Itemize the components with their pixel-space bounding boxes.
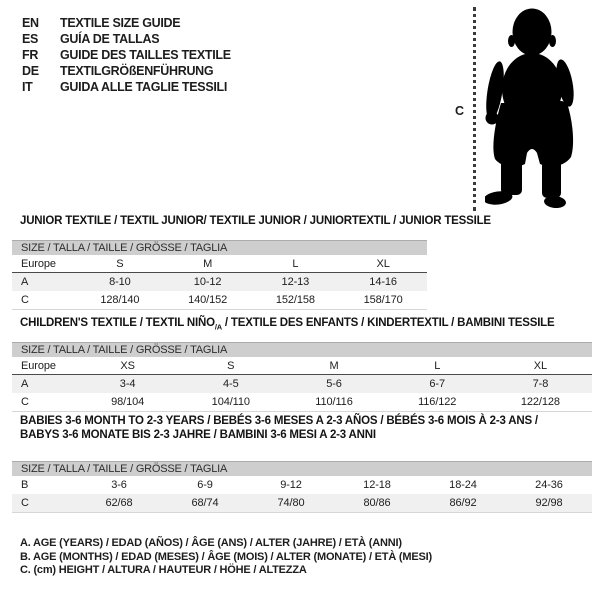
size-band: SIZE / TALLA / TAILLE / GRÖSSE / TAGLIA	[12, 461, 592, 476]
language-guide-title: TEXTILE SIZE GUIDE	[60, 16, 181, 30]
table-cell: 9-12	[280, 479, 302, 491]
row-label: B	[21, 479, 29, 491]
table-row	[12, 393, 592, 411]
table-title-line	[20, 316, 592, 330]
title-text: / TEXTILE DES ENFANTS / KINDERTEXTIL / BAMBINI TESSILE	[221, 317, 555, 329]
table-cell: 24-36	[535, 479, 563, 491]
language-guide-title: GUÍA DE TALLAS	[60, 32, 160, 46]
language-code: ES	[22, 32, 39, 46]
size-column-header: S	[116, 258, 124, 270]
table-cell: 104/110	[211, 396, 250, 408]
table-cell: 116/122	[418, 396, 457, 408]
language-guide-title: TEXTILGRÖßENFÜHRUNG	[60, 64, 214, 78]
language-guide-title: GUIDE DES TAILLES TEXTILE	[60, 48, 231, 62]
table-cell: 122/128	[520, 396, 560, 408]
table-cell: 128/140	[100, 294, 140, 306]
row-label: Europe	[21, 258, 56, 270]
table-cell: 98/104	[111, 396, 145, 408]
title-text: BABIES 3-6 MONTH TO 2-3 YEARS / BEBÉS 3-6 MESES A 2-3 AÑOS / BÉBÉS 3-6 MOIS À 2-3 ANS /	[20, 415, 538, 427]
row-label: C	[21, 396, 29, 408]
table-cell: 12-13	[281, 276, 310, 288]
footnote-line: A. AGE (YEARS) / EDAD (AÑOS) / ÂGE (ANS) / ALTER (JAHRE) / ETÀ (ANNI)	[20, 537, 402, 549]
table-cell: 152/158	[275, 294, 315, 306]
table-cell: 14-16	[369, 276, 397, 288]
table-title-line	[20, 414, 592, 428]
footnote-legend	[20, 537, 432, 578]
title-text: JUNIOR TEXTILE / TEXTIL JUNIOR/ TEXTILE JUNIOR / JUNIORTEXTIL / JUNIOR TESSILE	[20, 215, 491, 227]
language-code: IT	[22, 80, 33, 94]
row-label: A	[21, 378, 29, 390]
table-header-row	[12, 255, 427, 273]
table-cell: 74/80	[277, 497, 305, 509]
height-measure-line	[473, 7, 476, 211]
table-row	[12, 291, 427, 309]
language-row	[22, 31, 231, 47]
table-rows	[12, 476, 592, 513]
row-label: Europe	[21, 360, 56, 372]
height-measure-label: C	[455, 104, 465, 118]
footnote-line: B. AGE (MONTHS) / EDAD (MESES) / ÂGE (MOIS) / ALTER (MONATE) / ETÀ (MESI)	[20, 550, 432, 563]
table-cell: 3-4	[119, 378, 136, 390]
size-column-header: L	[434, 360, 441, 372]
table-cell: 8-10	[109, 276, 131, 288]
table-cell: 6-9	[197, 479, 213, 491]
baby-silhouette-icon	[485, 3, 595, 211]
size-column-header: XL	[533, 360, 548, 372]
size-band: SIZE / TALLA / TAILLE / GRÖSSE / TAGLIA	[12, 240, 427, 255]
table-cell: 92/98	[535, 497, 563, 509]
table-cell: 62/68	[105, 497, 133, 509]
language-row	[22, 79, 231, 95]
size-band: SIZE / TALLA / TAILLE / GRÖSSE / TAGLIA	[12, 342, 592, 357]
title-text: CHILDREN'S TEXTILE / TEXTIL NIÑO	[20, 317, 215, 329]
footnote-line: C. (cm) HEIGHT / ALTURA / HAUTEUR / HÖHE / ALTEZZA	[20, 564, 307, 576]
table-cell: 5-6	[326, 378, 342, 390]
table-title	[20, 414, 592, 442]
language-row	[22, 15, 231, 31]
table-cell: 10-12	[193, 276, 222, 288]
size-column-header: XS	[120, 360, 135, 372]
table-cell: 68/74	[191, 497, 219, 509]
language-guide-title: GUIDA ALLE TAGLIE TESSILI	[60, 80, 228, 94]
size-column-header: S	[227, 360, 235, 372]
children-size-table-section	[12, 316, 592, 412]
table-rows	[12, 357, 592, 412]
table-cell: 6-7	[429, 378, 446, 390]
title-text: BABYS 3-6 MONATE BIS 2-3 JAHRE / BAMBINI 3-6 MESI A 2-3 ANNI	[20, 429, 376, 441]
table-header-row	[12, 357, 592, 375]
table-cell: 7-8	[532, 378, 549, 390]
table-row	[12, 273, 427, 291]
table-cell: 158/170	[363, 294, 403, 306]
language-row	[22, 63, 231, 79]
table-cell: 140/152	[188, 294, 228, 306]
size-column-header: M	[329, 360, 339, 372]
table-cell: 80/86	[363, 497, 391, 509]
junior-size-table-section	[12, 214, 491, 310]
table-cell: 18-24	[449, 479, 477, 491]
row-label: C	[21, 497, 29, 509]
language-code: FR	[22, 48, 39, 62]
table-title-line	[20, 428, 592, 442]
table-cell: 4-5	[223, 378, 239, 390]
row-label: C	[21, 294, 29, 306]
table-cell: 86/92	[449, 497, 477, 509]
table-rows	[12, 255, 427, 310]
table-row	[12, 494, 592, 512]
table-cell: 12-18	[363, 479, 391, 491]
language-code: EN	[22, 16, 39, 30]
babies-size-table-section	[12, 414, 592, 513]
language-row	[22, 47, 231, 63]
size-column-header: L	[292, 258, 299, 270]
table-title	[20, 214, 491, 228]
language-title-list	[22, 15, 231, 95]
table-row	[12, 476, 592, 494]
table-title	[20, 316, 592, 330]
size-column-header: XL	[376, 258, 390, 270]
table-row	[12, 375, 592, 393]
table-cell: 3-6	[111, 479, 127, 491]
table-title-line	[20, 214, 491, 228]
language-code: DE	[22, 64, 39, 78]
size-column-header: M	[203, 258, 213, 270]
title-subscript: /A	[214, 322, 222, 332]
table-cell: 110/116	[315, 396, 353, 408]
row-label: A	[21, 276, 29, 288]
